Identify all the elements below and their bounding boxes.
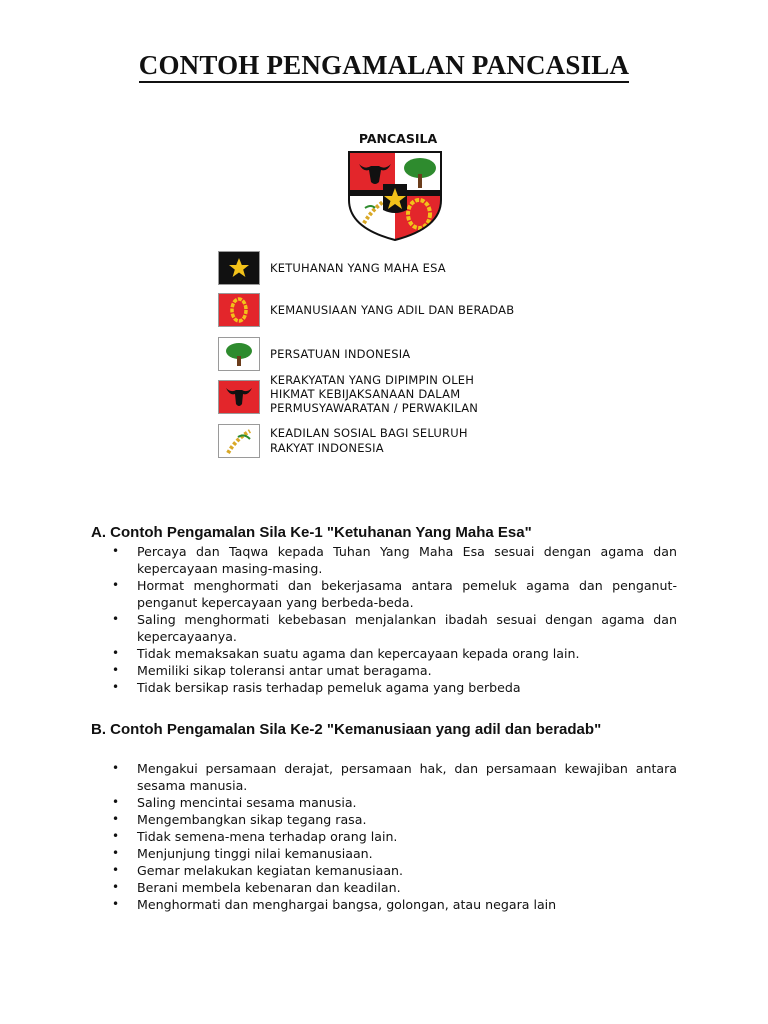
section-b-list bbox=[112, 760, 677, 913]
bull-head-icon bbox=[218, 380, 260, 414]
legend-label: KETUHANAN YANG MAHA ESA bbox=[270, 260, 446, 275]
list-item: • Tidak memaksakan suatu agama dan kepercayaan kepada orang lain. bbox=[112, 645, 677, 662]
legend-label: PERSATUAN INDONESIA bbox=[270, 346, 411, 361]
section-heading-b: B. Contoh Pengamalan Sila Ke-2 "Kemanusiaan yang adil dan beradab" bbox=[91, 721, 602, 738]
page-title-text: CONTOH PENGAMALAN PANCASILA bbox=[139, 50, 629, 83]
rice-cotton-icon bbox=[218, 424, 260, 458]
chain-icon bbox=[218, 293, 260, 327]
list-item: • Mengembangkan sikap tegang rasa. bbox=[112, 811, 677, 828]
legend-label: KERAKYATAN YANG DIPIMPIN OLEH HIKMAT KEBIJAKSANAAN DALAM PERMUSYAWARATAN / PERWAKILAN bbox=[270, 373, 479, 415]
legend-label: KEADILAN SOSIAL BAGI SELURUH RAKYAT INDONESIA bbox=[270, 426, 468, 455]
list-item: • Gemar melakukan kegiatan kemanusiaan. bbox=[112, 862, 677, 879]
page-title bbox=[0, 50, 768, 81]
list-item: • Menjunjung tinggi nilai kemanusiaan. bbox=[112, 845, 677, 862]
legend-row-sila-4 bbox=[218, 373, 479, 415]
legend-row-sila-3 bbox=[218, 337, 410, 371]
banyan-tree-icon bbox=[218, 337, 260, 371]
star-icon bbox=[218, 251, 260, 285]
legend-label: KEMANUSIAAN YANG ADIL DAN BERADAB bbox=[270, 302, 515, 317]
legend-row-sila-1 bbox=[218, 251, 446, 285]
list-item: • Mengakui persamaan derajat, persamaan hak, dan persamaan kewajiban antara sesama manusia. bbox=[112, 760, 677, 794]
list-item: • Saling mencintai sesama manusia. bbox=[112, 794, 677, 811]
list-item: • Tidak semena-mena terhadap orang lain. bbox=[112, 828, 677, 845]
section-heading-a: A. Contoh Pengamalan Sila Ke-1 "Ketuhanan Yang Maha Esa" bbox=[91, 524, 532, 541]
list-item: • Tidak bersikap rasis terhadap pemeluk agama yang berbeda bbox=[112, 679, 677, 696]
emblem-heading: PANCASILA bbox=[358, 131, 438, 146]
legend-row-sila-5 bbox=[218, 424, 468, 458]
list-item: • Berani membela kebenaran dan keadilan. bbox=[112, 879, 677, 896]
section-a-list bbox=[112, 543, 677, 696]
legend-row-sila-2 bbox=[218, 293, 514, 327]
list-item: • Hormat menghormati dan bekerjasama antara pemeluk agama dan penganut-penganut kepercayaan yang berbeda-beda. bbox=[112, 577, 677, 611]
pancasila-shield-icon bbox=[345, 150, 445, 242]
list-item: • Percaya dan Taqwa kepada Tuhan Yang Maha Esa sesuai dengan agama dan kepercayaan masing-masing. bbox=[112, 543, 677, 577]
list-item: • Saling menghormati kebebasan menjalankan ibadah sesuai dengan agama dan kepercayaanya. bbox=[112, 611, 677, 645]
list-item: • Memiliki sikap toleransi antar umat beragama. bbox=[112, 662, 677, 679]
list-item: • Menghormati dan menghargai bangsa, golongan, atau negara lain bbox=[112, 896, 677, 913]
